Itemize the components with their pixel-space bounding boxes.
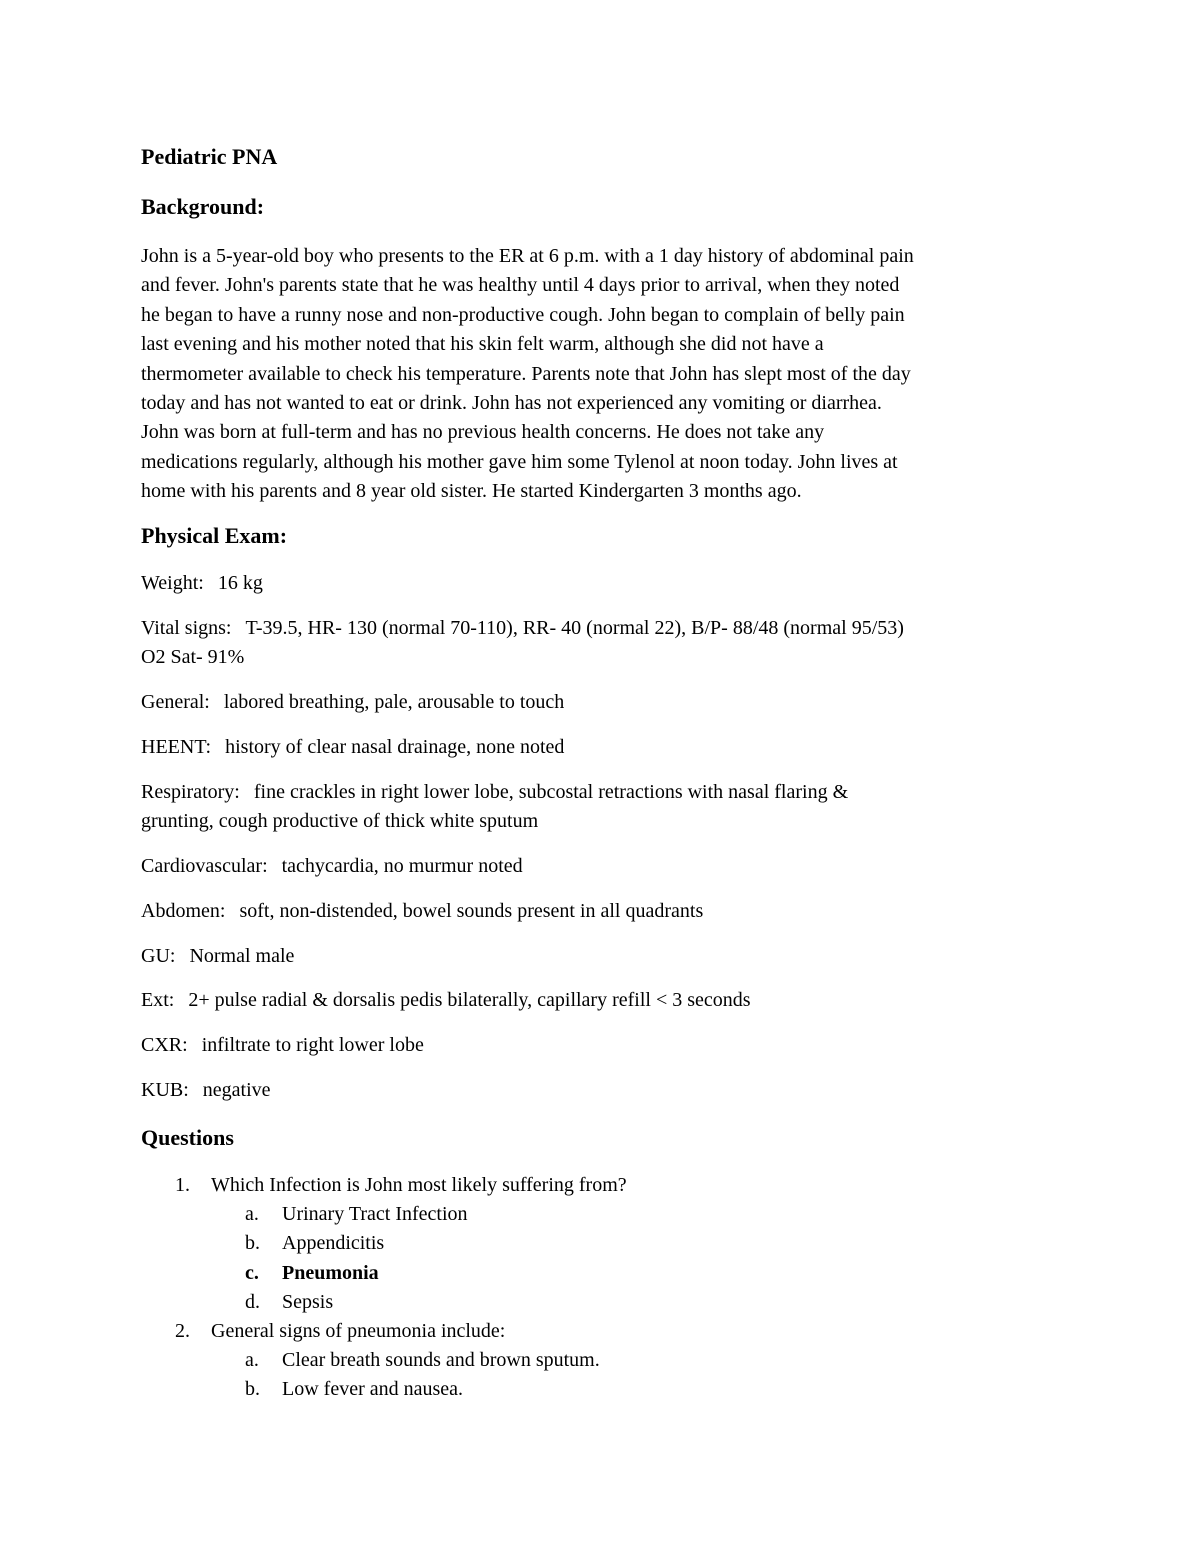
- exam-label: GU:: [141, 945, 176, 967]
- background-line: last evening and his mother noted that his skin felt warm, although she did not have a: [141, 333, 824, 356]
- answer-text: Appendicitis: [282, 1232, 385, 1255]
- question-item: [141, 1317, 627, 1346]
- background-paragraph: [141, 242, 1071, 507]
- answer-text: Low fever and nausea.: [282, 1378, 464, 1401]
- exam-heent: [141, 733, 564, 762]
- answer-option: [141, 1288, 627, 1317]
- answer-option: [141, 1229, 627, 1258]
- background-line: home with his parents and 8 year old sister. He started Kindergarten 3 months ago.: [141, 480, 802, 503]
- answer-letter: a.: [245, 1349, 259, 1372]
- exam-label: CXR:: [141, 1034, 188, 1056]
- answer-letter: c.: [245, 1261, 259, 1284]
- question-number: 1.: [175, 1174, 190, 1196]
- question-number: 2.: [175, 1320, 190, 1343]
- answer-letter: a.: [245, 1203, 259, 1226]
- exam-ext: [141, 986, 751, 1015]
- answer-option: [141, 1375, 627, 1404]
- exam-gu: [141, 942, 294, 971]
- background-line: and fever. John's parents state that he was healthy until 4 days prior to arrival, when they noted: [141, 274, 900, 297]
- questions-list: [141, 1171, 627, 1405]
- exam-label: Ext:: [141, 989, 175, 1011]
- exam-label: KUB:: [141, 1079, 189, 1101]
- question-text: General signs of pneumonia include:: [211, 1320, 506, 1343]
- background-line: today and has not wanted to eat or drink. John has not experienced any vomiting or diarrhea.: [141, 392, 882, 415]
- answer-text: Sepsis: [282, 1290, 334, 1313]
- document-title: Pediatric PNA: [141, 144, 278, 169]
- question-item: [141, 1171, 627, 1200]
- background-line: John was born at full-term and has no previous health concerns. He does not take any: [141, 421, 825, 444]
- exam-value: tachycardia, no murmur noted: [281, 855, 523, 877]
- exam-cxr: [141, 1031, 424, 1060]
- answer-text: Pneumonia: [282, 1261, 379, 1284]
- answer-letter: b.: [245, 1378, 260, 1401]
- background-line: thermometer available to check his temperature. Parents note that John has slept most of the day: [141, 362, 911, 385]
- answer-option: [141, 1200, 627, 1229]
- background-line: medications regularly, although his mother gave him some Tylenol at noon today. John lives at: [141, 450, 898, 473]
- exam-vital-signs-continued: O2 Sat- 91%: [141, 646, 245, 668]
- exam-respiratory-continued: grunting, cough productive of thick white sputum: [141, 810, 539, 832]
- exam-label: Respiratory:: [141, 781, 240, 803]
- background-heading: Background:: [141, 194, 265, 219]
- exam-cardiovascular: [141, 852, 523, 881]
- answer-option: [141, 1346, 627, 1375]
- exam-label: Weight:: [141, 572, 204, 594]
- answer-letter: d.: [245, 1290, 260, 1313]
- exam-value: soft, non-distended, bowel sounds present in all quadrants: [239, 900, 704, 922]
- answer-text: Clear breath sounds and brown sputum.: [282, 1349, 600, 1372]
- exam-general: [141, 688, 564, 717]
- exam-label: HEENT:: [141, 736, 212, 758]
- exam-value: 16 kg: [217, 572, 263, 594]
- exam-abdomen: [141, 897, 703, 926]
- answer-letter: b.: [245, 1232, 260, 1255]
- exam-value: negative: [202, 1079, 271, 1101]
- exam-value: 2+ pulse radial & dorsalis pedis bilaterally, capillary refill < 3 seconds: [188, 989, 751, 1011]
- exam-weight: [141, 569, 263, 598]
- exam-vital-signs: [141, 614, 904, 643]
- exam-value: history of clear nasal drainage, none noted: [225, 736, 565, 758]
- exam-respiratory: [141, 778, 848, 807]
- physical-exam-heading: Physical Exam:: [141, 523, 288, 548]
- exam-label: Abdomen:: [141, 900, 226, 922]
- answer-option-correct: [141, 1259, 627, 1288]
- exam-kub: [141, 1076, 271, 1105]
- exam-value: T-39.5, HR- 130 (normal 70-110), RR- 40 (normal 22), B/P- 88/48 (normal 95/53): [245, 617, 904, 639]
- questions-heading: Questions: [141, 1125, 234, 1150]
- background-line: he began to have a runny nose and non-productive cough. John began to complain of belly pain: [141, 303, 905, 326]
- exam-value: labored breathing, pale, arousable to touch: [223, 691, 565, 713]
- exam-label: General:: [141, 691, 210, 713]
- exam-value: infiltrate to right lower lobe: [201, 1034, 424, 1056]
- exam-value: Normal male: [189, 945, 295, 967]
- question-text: Which Infection is John most likely suffering from?: [211, 1174, 627, 1196]
- background-line: John is a 5-year-old boy who presents to the ER at 6 p.m. with a 1 day history of abdominal pain: [141, 245, 914, 267]
- exam-label: Cardiovascular:: [141, 855, 268, 877]
- answer-text: Urinary Tract Infection: [282, 1203, 468, 1226]
- exam-value: fine crackles in right lower lobe, subcostal retractions with nasal flaring &: [253, 781, 849, 803]
- exam-label: Vital signs:: [141, 617, 232, 639]
